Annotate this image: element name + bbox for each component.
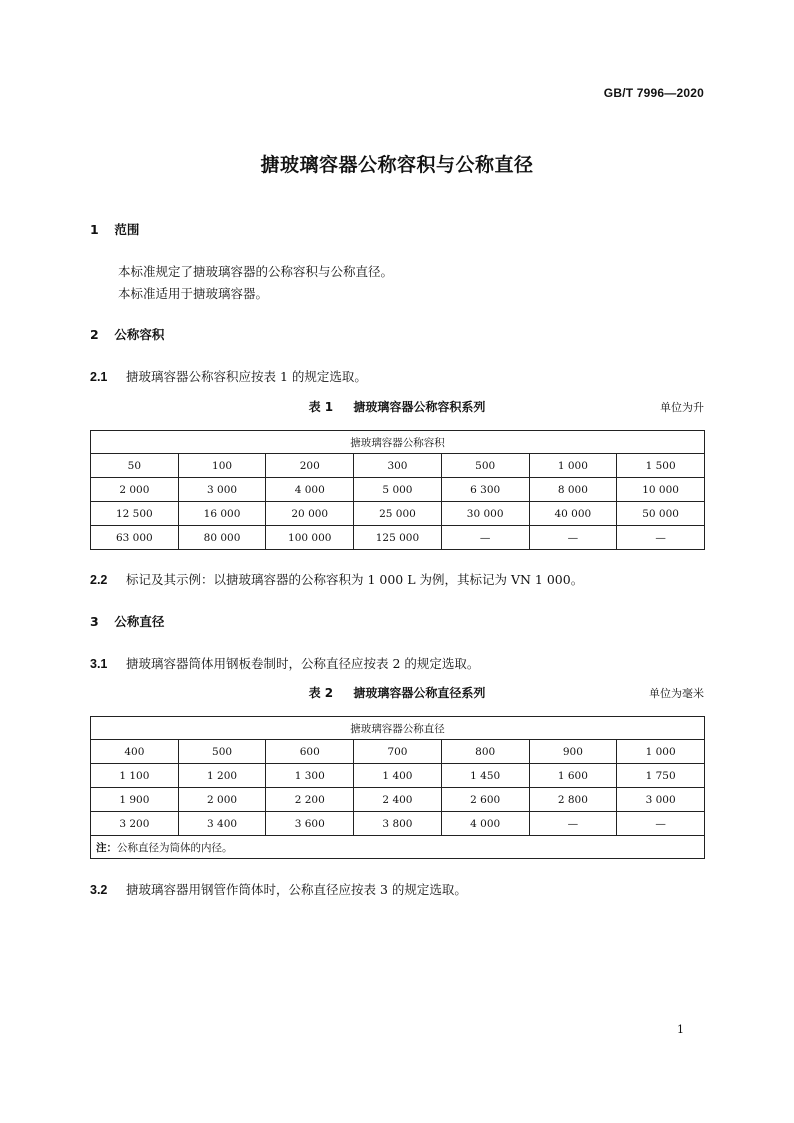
table-row xyxy=(91,788,705,812)
table-cell: 1 000 xyxy=(529,454,617,478)
table-cell: 1 900 xyxy=(91,788,179,812)
table-row xyxy=(91,454,705,478)
clause-2-2-text: 标记及其示例：以搪玻璃容器的公称容积为 1 000 L 为例，其标记为 VN 1 000。 xyxy=(125,572,584,587)
table-cell: 500 xyxy=(441,454,529,478)
table-cell: 2 000 xyxy=(91,478,179,502)
table-cell: 1 450 xyxy=(441,764,529,788)
table-cell: 3 200 xyxy=(91,812,179,836)
table-cell: 400 xyxy=(91,740,179,764)
table-cell: — xyxy=(617,526,705,550)
table-2 xyxy=(90,716,705,859)
table-cell: — xyxy=(529,812,617,836)
page-number: 1 xyxy=(677,1023,684,1036)
table-cell: 1 100 xyxy=(91,764,179,788)
table-cell: 2 800 xyxy=(529,788,617,812)
clause-3-1-text: 搪玻璃容器筒体用钢板卷制时，公称直径应按表 2 的规定选取。 xyxy=(125,656,480,671)
table-row xyxy=(91,740,705,764)
table-cell: 30 000 xyxy=(441,502,529,526)
table-cell: 125 000 xyxy=(354,526,442,550)
table-cell: 2 600 xyxy=(441,788,529,812)
table-cell: 5 000 xyxy=(354,478,442,502)
section-1-paragraph-2: 本标准适用于搪玻璃容器。 xyxy=(118,286,269,301)
table-cell: 40 000 xyxy=(529,502,617,526)
table-cell: 10 000 xyxy=(617,478,705,502)
table-1-header: 搪玻璃容器公称容积 xyxy=(91,431,705,454)
table-cell: 1 000 xyxy=(617,740,705,764)
table-row xyxy=(91,717,705,740)
table-cell: 25 000 xyxy=(354,502,442,526)
table-cell: — xyxy=(617,812,705,836)
clause-3-2-text: 搪玻璃容器用钢管作筒体时，公称直径应按表 3 的规定选取。 xyxy=(125,882,467,897)
table-cell: 80 000 xyxy=(178,526,266,550)
table-row xyxy=(91,478,705,502)
table-cell: 800 xyxy=(441,740,529,764)
table-2-unit: 单位为毫米 xyxy=(649,687,704,700)
table-cell: 1 300 xyxy=(266,764,354,788)
table-cell: 16 000 xyxy=(178,502,266,526)
table-row xyxy=(91,812,705,836)
clause-2-1-number: 2.1 xyxy=(90,370,108,384)
table-cell: 63 000 xyxy=(91,526,179,550)
clause-3-1 xyxy=(90,654,479,672)
table-1 xyxy=(90,430,705,550)
table-cell: 1 400 xyxy=(354,764,442,788)
clause-2-1-text: 搪玻璃容器公称容积应按表 1 的规定选取。 xyxy=(125,369,367,384)
table-cell: 4 000 xyxy=(441,812,529,836)
document-title: 搪玻璃容器公称容积与公称直径 xyxy=(260,154,534,176)
section-2-heading xyxy=(90,325,164,343)
table-cell: 1 200 xyxy=(178,764,266,788)
table-cell: 3 600 xyxy=(266,812,354,836)
table-cell: 600 xyxy=(266,740,354,764)
section-3-heading xyxy=(90,612,164,630)
table-cell: 900 xyxy=(529,740,617,764)
table-cell: 200 xyxy=(266,454,354,478)
table-cell: 500 xyxy=(178,740,266,764)
section-2-title: 公称容积 xyxy=(114,327,165,342)
table-cell: — xyxy=(441,526,529,550)
table-2-note xyxy=(91,836,705,859)
table-cell: — xyxy=(529,526,617,550)
section-3-number: 3 xyxy=(90,614,99,629)
table-2-caption-title: 搪玻璃容器公称直径系列 xyxy=(353,686,486,700)
table-cell: 6 300 xyxy=(441,478,529,502)
table-2-note-label: 注： xyxy=(96,841,117,854)
table-1-caption-title: 搪玻璃容器公称容积系列 xyxy=(353,400,486,414)
table-cell: 3 000 xyxy=(617,788,705,812)
section-1-title: 范围 xyxy=(114,222,140,237)
clause-2-2-number: 2.2 xyxy=(90,573,108,587)
table-cell: 2 400 xyxy=(354,788,442,812)
section-1-number: 1 xyxy=(90,222,99,237)
table-cell: 2 200 xyxy=(266,788,354,812)
section-2-number: 2 xyxy=(90,327,99,342)
table-cell: 1 500 xyxy=(617,454,705,478)
section-3-title: 公称直径 xyxy=(114,614,165,629)
standard-number: GB/T 7996—2020 xyxy=(603,86,704,100)
table-2-note-text: 公称直径为筒体的内径。 xyxy=(117,841,233,854)
table-2-header: 搪玻璃容器公称直径 xyxy=(91,717,705,740)
table-cell: 300 xyxy=(354,454,442,478)
table-row xyxy=(91,502,705,526)
table-cell: 4 000 xyxy=(266,478,354,502)
table-cell: 3 800 xyxy=(354,812,442,836)
table-cell: 3 400 xyxy=(178,812,266,836)
table-1-caption-number: 表 1 xyxy=(308,400,334,414)
table-row xyxy=(91,431,705,454)
table-cell: 12 500 xyxy=(91,502,179,526)
table-cell: 1 600 xyxy=(529,764,617,788)
table-row xyxy=(91,836,705,859)
table-2-caption-number: 表 2 xyxy=(308,686,334,700)
table-cell: 50 000 xyxy=(617,502,705,526)
table-cell: 2 000 xyxy=(178,788,266,812)
clause-2-2 xyxy=(90,570,583,588)
table-row xyxy=(91,526,705,550)
section-1-paragraph-1: 本标准规定了搪玻璃容器的公称容积与公称直径。 xyxy=(118,264,394,279)
table-cell: 100 xyxy=(178,454,266,478)
table-cell: 1 750 xyxy=(617,764,705,788)
section-1-heading xyxy=(90,220,139,238)
table-1-unit: 单位为升 xyxy=(660,401,704,414)
clause-3-1-number: 3.1 xyxy=(90,657,108,671)
table-cell: 20 000 xyxy=(266,502,354,526)
clause-3-2 xyxy=(90,880,467,898)
clause-3-2-number: 3.2 xyxy=(90,883,108,897)
table-cell: 3 000 xyxy=(178,478,266,502)
clause-2-1 xyxy=(90,367,367,385)
table-cell: 8 000 xyxy=(529,478,617,502)
table-cell: 50 xyxy=(91,454,179,478)
table-cell: 700 xyxy=(354,740,442,764)
table-row xyxy=(91,764,705,788)
table-cell: 100 000 xyxy=(266,526,354,550)
